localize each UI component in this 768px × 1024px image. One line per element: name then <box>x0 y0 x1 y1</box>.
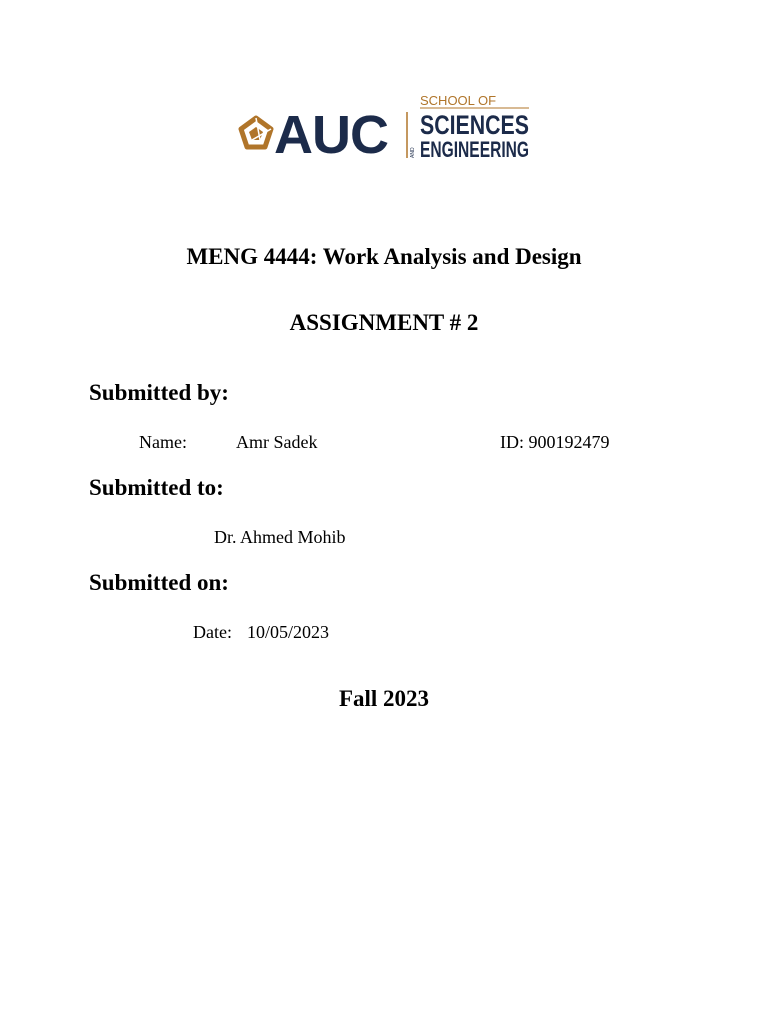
auc-sse-logo <box>238 92 530 165</box>
instructor-name: Dr. Ahmed Mohib <box>214 527 346 547</box>
assignment-title: ASSIGNMENT # 2 <box>289 310 479 335</box>
date-label: Date: <box>193 622 232 642</box>
auc-emblem-icon <box>241 118 271 147</box>
date-value: 10/05/2023 <box>247 622 330 642</box>
submitted-by-heading: Submitted by: <box>89 380 229 405</box>
logo-school-line2: SCIENCES <box>420 110 529 140</box>
submitted-to-heading: Submitted to: <box>89 475 224 500</box>
logo-school-line1: SCHOOL OF <box>420 93 497 108</box>
logo-school-connector: AND <box>410 147 416 158</box>
logo-graphic <box>238 92 530 165</box>
logo-brand-text: AUC <box>274 105 388 165</box>
name-label: Name: <box>139 432 187 452</box>
course-title: MENG 4444: Work Analysis and Design <box>186 244 582 269</box>
student-id: ID: 900192479 <box>500 432 610 452</box>
term-label: Fall 2023 <box>338 686 430 711</box>
logo-school-line3: ENGINEERING <box>420 137 529 162</box>
submitted-on-heading: Submitted on: <box>89 570 229 595</box>
name-value: Amr Sadek <box>236 432 318 452</box>
